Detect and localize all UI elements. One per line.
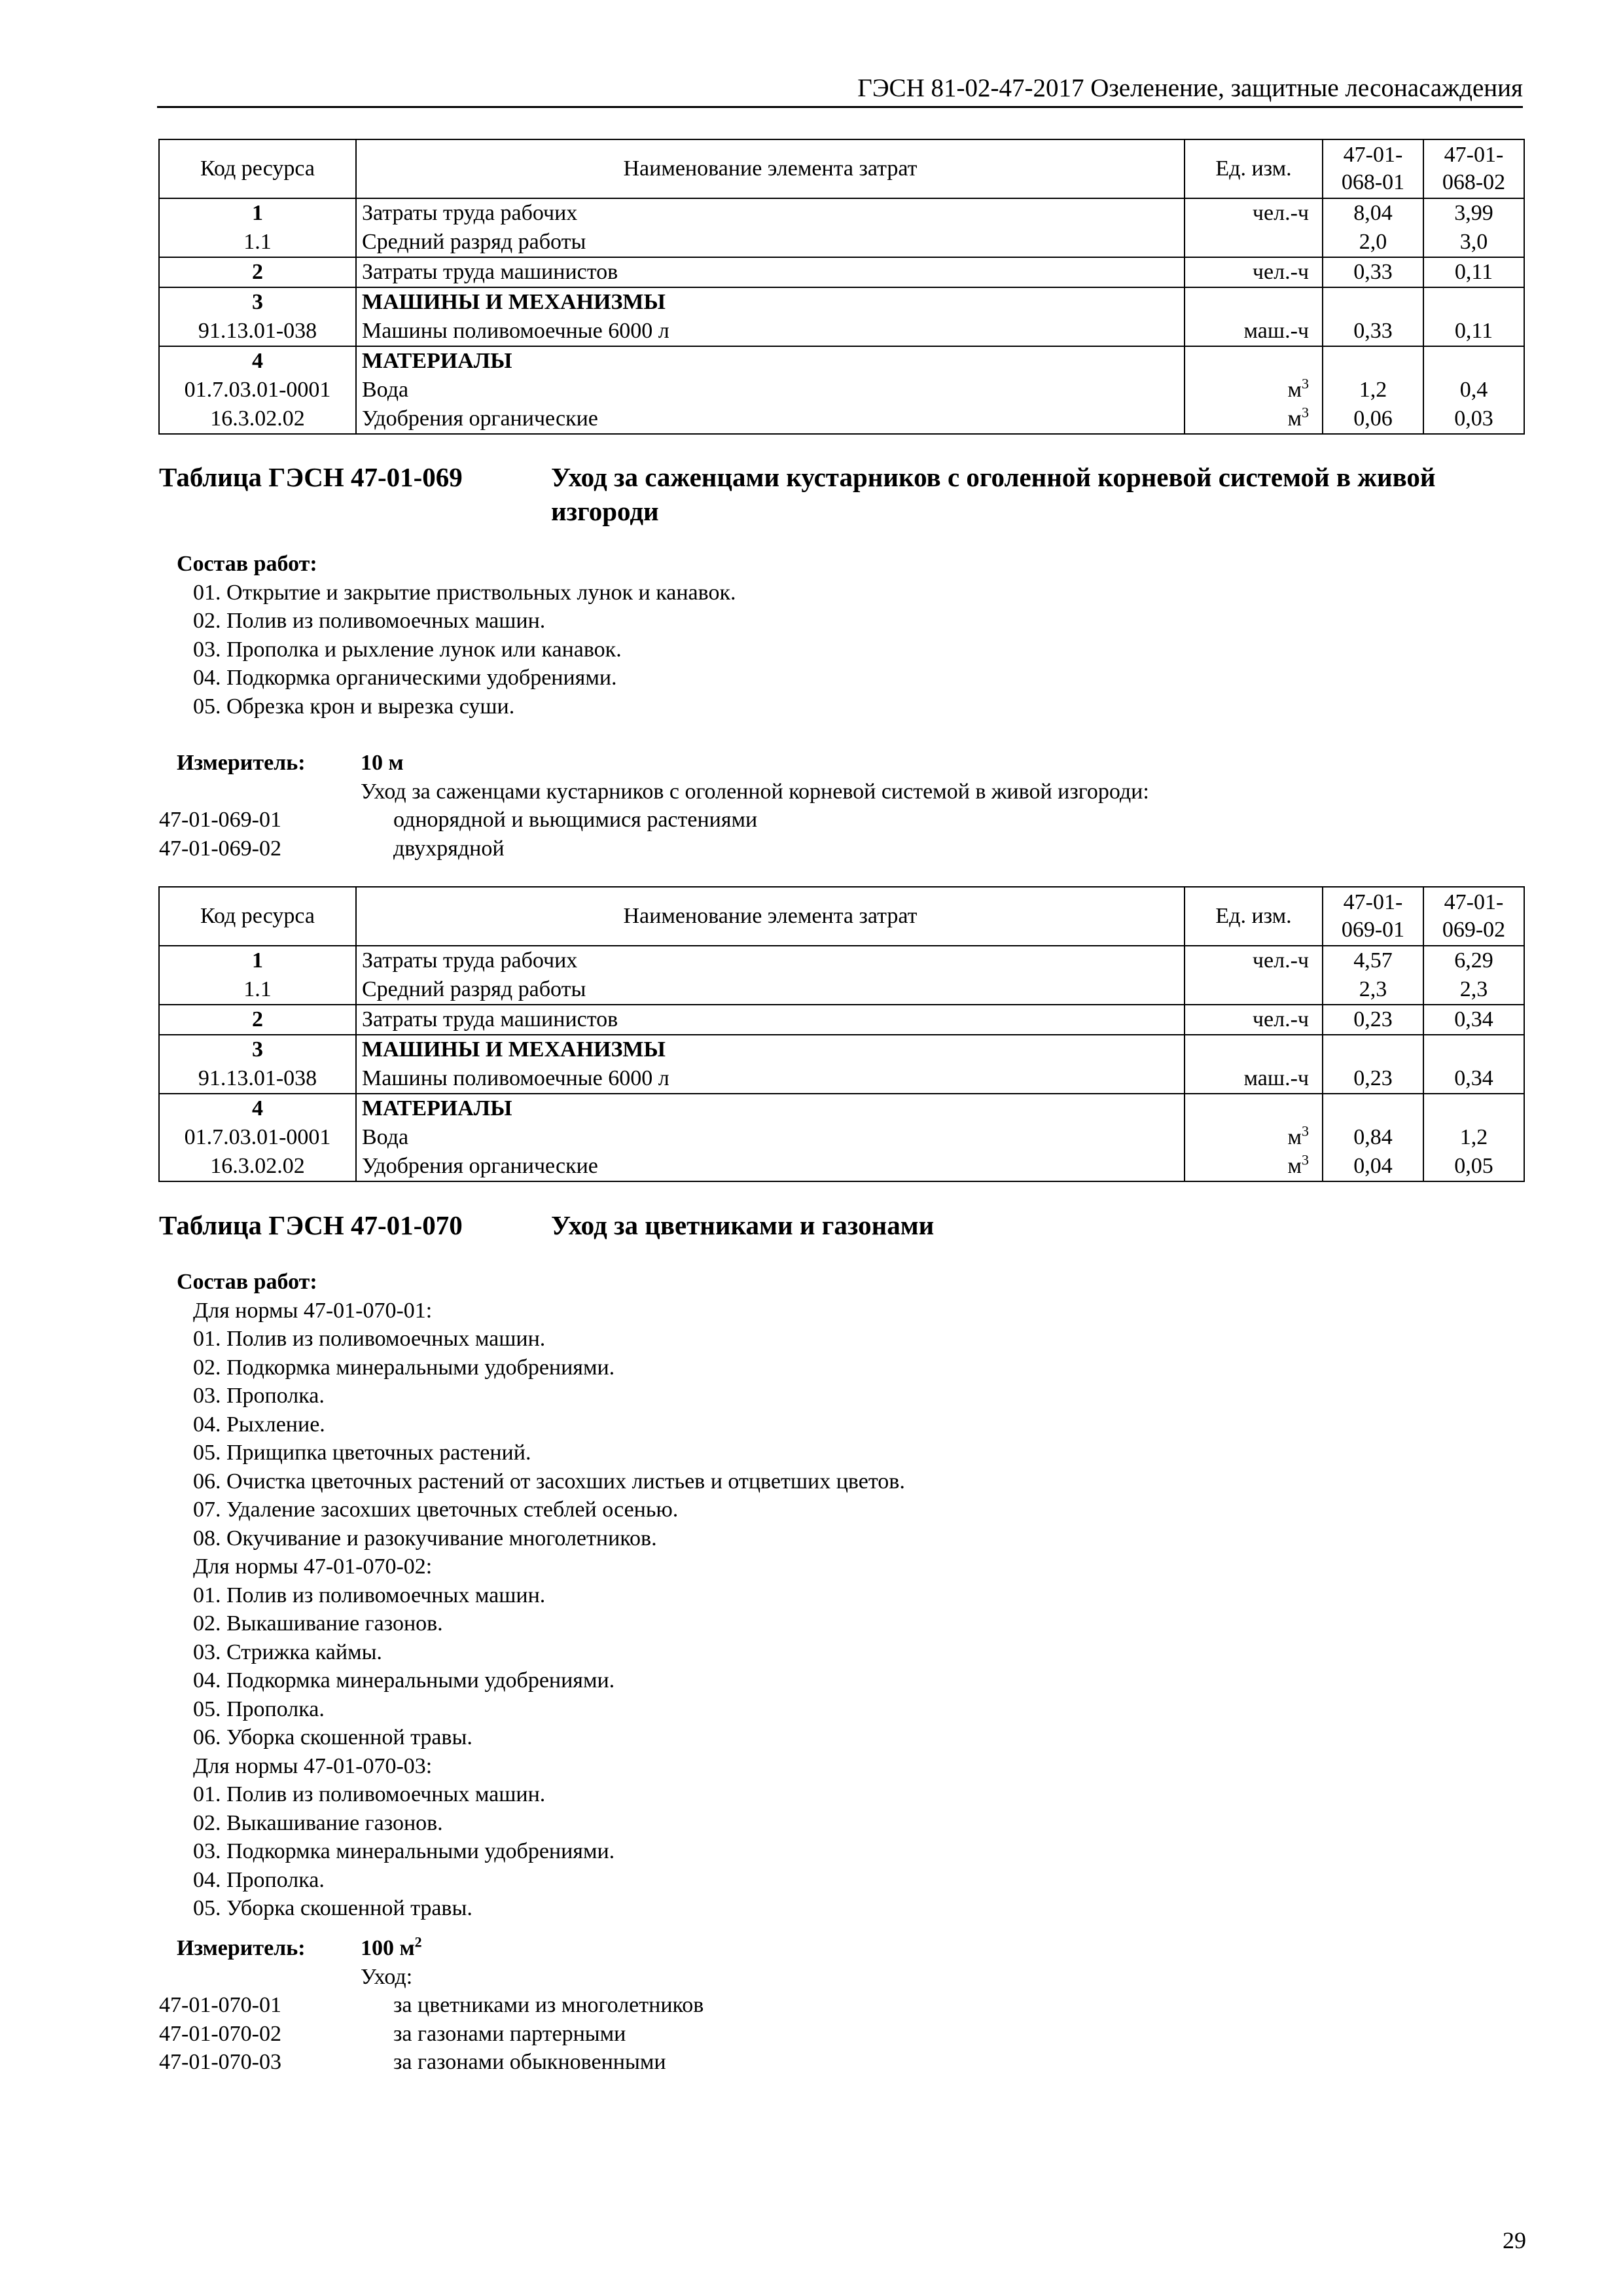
table-row [159, 228, 1524, 257]
resource-unit [1185, 346, 1323, 376]
table-row [159, 1123, 1524, 1152]
works-item: 06. Очистка цветочных растений от засохших листьев и отцветших цветов. [193, 1469, 905, 1494]
col-header-norm-a: 47-01- 068-01 [1323, 139, 1423, 198]
table-heading-069 [159, 460, 1527, 528]
works-item: 04. Подкормка органическими удобрениями. [193, 666, 617, 690]
col-header-unit: Ед. изм. [1185, 139, 1323, 198]
works-item: 03. Прополка. [193, 1384, 325, 1408]
meter-label: Измеритель: [177, 751, 306, 775]
works-item: 02. Полив из поливомоечных машин. [193, 609, 546, 633]
works-item: Для нормы 47-01-070-02: [193, 1554, 433, 1579]
works-item: 05. Уборка скошенной травы. [193, 1896, 473, 1920]
norm-value-a [1323, 1094, 1423, 1123]
resource-name: МАШИНЫ И МЕХАНИЗМЫ [356, 1035, 1185, 1064]
norm-value-a [1323, 346, 1423, 376]
norm-value-b [1423, 346, 1524, 376]
meter-block-070 [159, 1934, 1468, 2077]
norm-value-b [1423, 1035, 1524, 1064]
works-item: 06. Уборка скошенной травы. [193, 1725, 473, 1749]
col-header-norm-b: 47-01- 069-02 [1423, 887, 1524, 946]
col-header-code: Код ресурса [159, 139, 356, 198]
norm-value-a: 0,84 [1323, 1123, 1423, 1152]
norm-value-b: 3,99 [1423, 198, 1524, 228]
works-item: 02. Выкашивание газонов. [193, 1810, 443, 1835]
resource-unit: чел.-ч [1185, 198, 1323, 228]
resource-unit: маш.-ч [1185, 1064, 1323, 1094]
norm-value-a: 2,0 [1323, 228, 1423, 257]
resource-name: Затраты труда машинистов [356, 257, 1185, 287]
resource-unit: чел.-ч [1185, 1005, 1323, 1035]
resource-code: 1 [159, 198, 356, 228]
resource-code: 16.3.02.02 [159, 1152, 356, 1181]
resource-code: 3 [159, 287, 356, 317]
norm-row [159, 1991, 1468, 2020]
norm-value-b: 0,11 [1423, 257, 1524, 287]
resource-name: Вода [356, 376, 1185, 404]
norm-value-a: 0,23 [1323, 1005, 1423, 1035]
table-heading-070 [159, 1208, 1527, 1242]
norm-value-b: 6,29 [1423, 946, 1524, 975]
col-header-name: Наименование элемента затрат [356, 139, 1185, 198]
works-item: 04. Подкормка минеральными удобрениями. [193, 1668, 615, 1693]
works-item: 03. Подкормка минеральными удобрениями. [193, 1839, 615, 1863]
resource-name: Удобрения органические [356, 1152, 1185, 1181]
norm-name: за цветниками из многолетников [393, 1993, 704, 2017]
resource-unit: $м^3$ [1185, 404, 1323, 434]
norm-row [159, 834, 1468, 863]
table-row [159, 376, 1524, 404]
resource-unit: $м^3$ [1185, 1152, 1323, 1181]
table-row [159, 1064, 1524, 1094]
resource-unit [1185, 287, 1323, 317]
norm-value-b [1423, 287, 1524, 317]
running-header: ГЭСН 81-02-47-2017 Озеленение, защитные лесонасаждения [157, 73, 1523, 108]
works-item: 02. Подкормка минеральными удобрениями. [193, 1355, 615, 1380]
norm-name: однорядной и вьющимися растениями [393, 808, 758, 832]
resource-unit: чел.-ч [1185, 946, 1323, 975]
resource-unit [1185, 975, 1323, 1005]
col-header-code: Код ресурса [159, 887, 356, 946]
meter-description: Уход за саженцами кустарников с оголенной корневой системой в живой изгороди: [361, 779, 1149, 804]
table-row [159, 1005, 1524, 1035]
norm-value-a: 0,33 [1323, 257, 1423, 287]
resource-table-068 [158, 139, 1525, 435]
resource-unit: $м^3$ [1185, 1123, 1323, 1152]
resource-name: МАТЕРИАЛЫ [356, 346, 1185, 376]
resource-name: Машины поливомоечные 6000 л [356, 317, 1185, 346]
works-list-069 [177, 550, 736, 721]
resource-code: 2 [159, 257, 356, 287]
works-list-070 [177, 1268, 905, 1923]
norm-value-b: 0,4 [1423, 376, 1524, 404]
resource-unit [1185, 228, 1323, 257]
works-item: 04. Рыхление. [193, 1412, 325, 1437]
resource-code: 1 [159, 946, 356, 975]
norm-code: 47-01-069-02 [159, 836, 281, 861]
resource-name: Машины поливомоечные 6000 л [356, 1064, 1185, 1094]
norm-value-b: 0,11 [1423, 317, 1524, 346]
norm-value-a: 0,33 [1323, 317, 1423, 346]
norm-row [159, 806, 1468, 834]
works-item: 02. Выкашивание газонов. [193, 1611, 443, 1636]
table-row [159, 317, 1524, 346]
norm-value-b: 0,03 [1423, 404, 1524, 434]
table-row [159, 946, 1524, 975]
works-item: 01. Полив из поливомоечных машин. [193, 1327, 546, 1351]
works-item: 03. Стрижка каймы. [193, 1640, 382, 1664]
norm-value-b: 2,3 [1423, 975, 1524, 1005]
works-item: 08. Окучивание и разокучивание многолетников. [193, 1526, 657, 1551]
norm-value-a: 0,23 [1323, 1064, 1423, 1094]
table-title: Уход за саженцами кустарников с оголенной корневой системой в живой изгороди [551, 462, 1436, 526]
page-number: 29 [1503, 2227, 1526, 2253]
resource-name: Средний разряд работы [356, 228, 1185, 257]
table-row [159, 1035, 1524, 1064]
table-row [159, 257, 1524, 287]
works-item: 01. Полив из поливомоечных машин. [193, 1782, 546, 1806]
norm-value-b: 1,2 [1423, 1123, 1524, 1152]
norm-value-a: 2,3 [1323, 975, 1423, 1005]
works-item: 05. Прищипка цветочных растений. [193, 1441, 531, 1465]
meter-description: Уход: [361, 1964, 413, 1989]
meter-label: Измеритель: [177, 1936, 306, 1960]
resource-unit: маш.-ч [1185, 317, 1323, 346]
norm-code: 47-01-070-01 [159, 1993, 281, 2017]
meter-value: 100 $м^2$ [361, 1933, 422, 1960]
resource-table-069 [158, 886, 1525, 1182]
norm-value-a: 4,57 [1323, 946, 1423, 975]
resource-code: 01.7.03.01-0001 [159, 1123, 356, 1152]
works-item: 05. Обрезка крон и вырезка суши. [193, 694, 515, 719]
norm-value-b: 0,34 [1423, 1064, 1524, 1094]
meter-block-069 [159, 749, 1468, 863]
table-row [159, 287, 1524, 317]
works-item: Для нормы 47-01-070-03: [193, 1753, 433, 1778]
norm-value-a [1323, 1035, 1423, 1064]
table-row [159, 198, 1524, 228]
resource-name: Затраты труда рабочих [356, 198, 1185, 228]
resource-code: 1.1 [159, 228, 356, 257]
col-header-norm-b: 47-01- 068-02 [1423, 139, 1524, 198]
resource-code: 16.3.02.02 [159, 404, 356, 434]
resource-name: МАТЕРИАЛЫ [356, 1094, 1185, 1123]
col-header-unit: Ед. изм. [1185, 887, 1323, 946]
resource-name: Затраты труда рабочих [356, 946, 1185, 975]
norm-code: 47-01-070-03 [159, 2050, 281, 2074]
table-number: Таблица ГЭСН 47-01-070 [159, 1210, 463, 1240]
col-header-name: Наименование элемента затрат [356, 887, 1185, 946]
resource-unit: чел.-ч [1185, 257, 1323, 287]
norm-value-b [1423, 1094, 1524, 1123]
meter-value: 10 м [361, 751, 404, 775]
works-item: 07. Удаление засохших цветочных стеблей осенью. [193, 1498, 679, 1522]
table-row [159, 975, 1524, 1005]
works-title: Состав работ: [177, 1270, 317, 1294]
resource-code: 4 [159, 346, 356, 376]
norm-value-b: 3,0 [1423, 228, 1524, 257]
norm-row [159, 2048, 1468, 2077]
works-item: 05. Прополка. [193, 1696, 325, 1721]
col-header-norm-a: 47-01- 069-01 [1323, 887, 1423, 946]
resource-code: 2 [159, 1005, 356, 1035]
norm-code: 47-01-070-02 [159, 2021, 281, 2046]
resource-code: 1.1 [159, 975, 356, 1005]
table-row [159, 1152, 1524, 1181]
norm-code: 47-01-069-01 [159, 808, 281, 832]
norm-value-b: 0,05 [1423, 1152, 1524, 1181]
resource-code: 3 [159, 1035, 356, 1064]
norm-name: двухрядной [393, 836, 505, 861]
resource-code: 4 [159, 1094, 356, 1123]
norm-value-b: 0,34 [1423, 1005, 1524, 1035]
resource-unit [1185, 1035, 1323, 1064]
resource-unit: $м^3$ [1185, 376, 1323, 404]
resource-code: 91.13.01-038 [159, 317, 356, 346]
norm-value-a: 0,04 [1323, 1152, 1423, 1181]
resource-code: 91.13.01-038 [159, 1064, 356, 1094]
works-item: 04. Прополка. [193, 1867, 325, 1892]
norm-value-a: 8,04 [1323, 198, 1423, 228]
resource-name: Вода [356, 1123, 1185, 1152]
resource-name: МАШИНЫ И МЕХАНИЗМЫ [356, 287, 1185, 317]
resource-name: Средний разряд работы [356, 975, 1185, 1005]
works-item: 03. Прополка и рыхление лунок или канавок. [193, 637, 622, 662]
resource-name: Затраты труда машинистов [356, 1005, 1185, 1035]
table-row [159, 1094, 1524, 1123]
resource-code: 01.7.03.01-0001 [159, 376, 356, 404]
works-item: 01. Открытие и закрытие приствольных лунок и канавок. [193, 580, 736, 605]
norm-row [159, 2020, 1468, 2049]
norm-value-a: 0,06 [1323, 404, 1423, 434]
works-item: 01. Полив из поливомоечных машин. [193, 1583, 546, 1607]
resource-unit [1185, 1094, 1323, 1123]
table-row [159, 346, 1524, 376]
norm-name: за газонами обыкновенными [393, 2050, 666, 2074]
table-row [159, 404, 1524, 434]
table-title: Уход за цветниками и газонами [551, 1210, 935, 1240]
works-item: Для нормы 47-01-070-01: [193, 1298, 433, 1323]
resource-name: Удобрения органические [356, 404, 1185, 434]
works-title: Состав работ: [177, 552, 317, 576]
norm-name: за газонами партерными [393, 2021, 626, 2046]
norm-value-a [1323, 287, 1423, 317]
norm-value-a: 1,2 [1323, 376, 1423, 404]
table-number: Таблица ГЭСН 47-01-069 [159, 462, 463, 492]
